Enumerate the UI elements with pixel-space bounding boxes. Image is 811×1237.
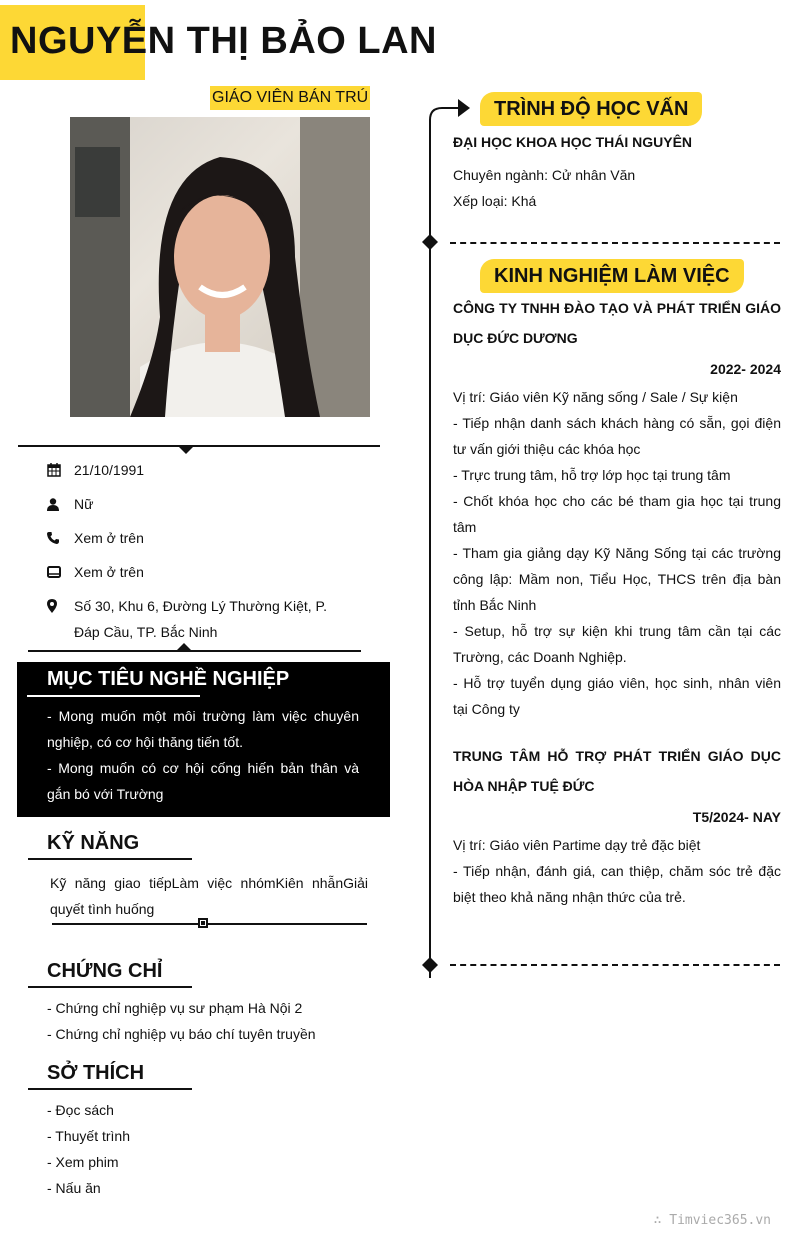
job-position: Vị trí: Giáo viên Kỹ năng sống / Sale / Sự kiện [453, 389, 738, 405]
job-duty: - Setup, hỗ trợ sự kiện khi trung tâm cần tại các Trường, các Doanh Nghiệp. [453, 623, 781, 665]
skill-level-handle [198, 918, 208, 928]
candidate-name: NGUYỄN THỊ BẢO LAN [10, 20, 437, 62]
info-birthday [47, 457, 334, 483]
objective-section [17, 662, 390, 817]
job-period: 2022- 2024 [710, 361, 781, 377]
education-divider [450, 242, 780, 244]
skills-title: KỸ NĂNG [47, 832, 140, 854]
skills-title-underline [28, 858, 192, 860]
certificates-title: CHỨNG CHỈ [47, 960, 163, 982]
hobby-item: - Đọc sách [47, 1102, 114, 1118]
education-title: TRÌNH ĐỘ HỌC VẤN [480, 92, 702, 126]
hobby-item: - Xem phim [47, 1154, 119, 1170]
logo-icon: ∴ [653, 1213, 670, 1228]
certificates-title-underline [28, 986, 192, 988]
experience-title: KINH NGHIỆM LÀM VIỆC [480, 259, 744, 293]
user-icon [47, 491, 74, 517]
footer-brand: Timviec365.vn [669, 1213, 771, 1228]
hobbies-title-underline [28, 1088, 192, 1090]
skills-text: Kỹ năng giao tiếpLàm việc nhómKiên nhẫnGiải quyết tình huống [50, 875, 368, 917]
calendar-icon [47, 457, 74, 483]
skill-level-track [52, 923, 367, 925]
email-icon [47, 559, 74, 585]
timeline-diamond-icon [422, 957, 438, 973]
job-period: T5/2024- NAY [692, 809, 781, 825]
certificate-item: - Chứng chỉ nghiệp vụ sư phạm Hà Nội 2 [47, 1000, 303, 1016]
profile-photo [70, 117, 370, 417]
hobby-item: - Thuyết trình [47, 1128, 131, 1144]
gender-value: Nữ [74, 496, 94, 512]
objective-line-1: - Mong muốn một môi trường làm việc chuyên nghiệp, có cơ hội thăng tiến tốt. [47, 708, 359, 750]
birthday-value: 21/10/1991 [74, 462, 145, 478]
objective-title: MỤC TIÊU NGHỀ NGHIỆP [47, 668, 290, 690]
location-icon [47, 593, 74, 619]
info-email [47, 559, 334, 585]
job-company: TRUNG TÂM HỖ TRỢ PHÁT TRIỂN GIÁO DỤC HÒA NHẬP TUỆ ĐỨC [453, 748, 781, 794]
experience-divider [450, 964, 780, 966]
timeline-diamond-icon [422, 234, 438, 250]
divider-arrow-down-icon [178, 446, 194, 455]
footer-watermark [654, 1213, 771, 1228]
timeline-arrow-icon [458, 99, 470, 117]
job-duty: - Tiếp nhận, đánh giá, can thiệp, chăm sóc trẻ đặc biệt theo khả năng nhận thức của trẻ. [453, 863, 781, 905]
email-value: Xem ở trên [74, 564, 144, 580]
education-major: Chuyên ngành: Cử nhân Văn [453, 167, 636, 183]
info-address [47, 593, 334, 645]
job-duty: - Tiếp nhận danh sách khách hàng có sẵn, gọi điện tư vấn giới thiệu các khóa học [453, 415, 781, 457]
phone-value: Xem ở trên [74, 530, 144, 546]
objective-title-underline [27, 695, 200, 697]
info-gender [47, 491, 334, 517]
info-phone [47, 525, 334, 551]
objective-line-2: - Mong muốn có cơ hội cống hiến bản thân và gắn bó với Trường [47, 760, 359, 802]
job-duty: - Trực trung tâm, hỗ trợ lớp học tại trung tâm [453, 467, 731, 483]
job-position: GIÁO VIÊN BÁN TRÚ [210, 86, 370, 110]
phone-icon [47, 525, 74, 551]
job-company: CÔNG TY TNHH ĐÀO TẠO VÀ PHÁT TRIỂN GIÁO DỤC ĐỨC DƯƠNG [453, 300, 781, 346]
education-rank: Xếp loại: Khá [453, 193, 537, 209]
certificate-item: - Chứng chỉ nghiệp vụ báo chí tuyên truyền [47, 1026, 316, 1042]
education-school: ĐẠI HỌC KHOA HỌC THÁI NGUYÊN [453, 134, 693, 150]
job-duty: - Tham gia giảng dạy Kỹ Năng Sống tại các trường công lập: Mầm non, Tiểu Học, THCS trên địa bàn tỉnh Bắc Ninh [453, 545, 781, 613]
job-duty: - Hỗ trợ tuyển dụng giáo viên, học sinh, nhân viên tại Công ty [453, 675, 781, 717]
address-value: Số 30, Khu 6, Đường Lý Thường Kiệt, P. Đáp Cầu, TP. Bắc Ninh [74, 598, 327, 640]
job-position: Vị trí: Giáo viên Partime dạy trẻ đặc biệt [453, 837, 701, 853]
hobbies-title: SỞ THÍCH [47, 1062, 145, 1084]
job-duty: - Chốt khóa học cho các bé tham gia học tại trung tâm [453, 493, 781, 535]
hobby-item: - Nấu ăn [47, 1180, 101, 1196]
personal-divider [18, 445, 380, 447]
divider-arrow-up-icon [176, 643, 192, 651]
personal-bottom-divider [28, 650, 361, 652]
